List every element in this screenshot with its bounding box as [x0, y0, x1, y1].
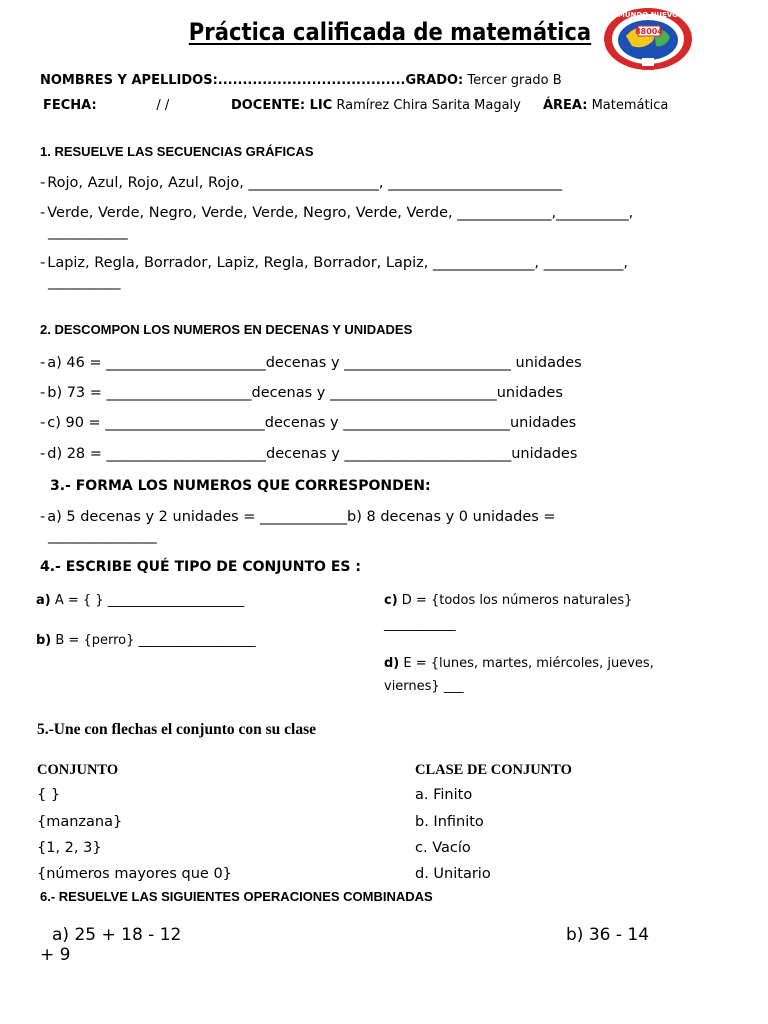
set-c: c) D = {todos los números naturales}: [384, 593, 633, 608]
sequence-2-blank[interactable]: ___________: [48, 224, 128, 240]
class-item[interactable]: d. Unitario: [415, 866, 491, 882]
logo-number: 88004: [635, 27, 663, 36]
sequence-3: - Lapiz, Regla, Borrador, Lapiz, Regla, Borrador, Lapiz, ______________, ___________,: [40, 255, 629, 271]
set-d-blank[interactable]: viernes} ___: [384, 679, 464, 694]
operation-b: b) 36 - 14: [566, 925, 650, 945]
set-c-blank[interactable]: ___________: [384, 617, 456, 632]
sequence-2: - Verde, Verde, Negro, Verde, Verde, Negro, Verde, Verde, _____________,__________,: [40, 205, 634, 221]
area-label: ÁREA:: [542, 98, 588, 113]
grade-value: Tercer grado B: [467, 73, 562, 88]
set-a-text[interactable]: A = { } _____________________: [50, 593, 245, 608]
page-title: Práctica calificada de matemática: [188, 18, 592, 46]
decompose-a: - a) 46 = ______________________decenas y _______________________ unidades: [40, 355, 582, 371]
school-seal-icon: [602, 6, 694, 72]
set-column-header: CONJUNTO: [37, 762, 119, 778]
operation-a: a) 25 + 18 - 12: [52, 925, 182, 945]
date-label: FECHA:: [43, 98, 97, 113]
form-numbers-blank[interactable]: _______________: [48, 528, 157, 544]
class-column-header: CLASE DE CONJUNTO: [415, 762, 572, 778]
sequence-3-text[interactable]: Lapiz, Regla, Borrador, Lapiz, Regla, Borrador, Lapiz, ______________, ___________,: [47, 255, 629, 271]
info-line-1: [40, 73, 562, 88]
decompose-b: - b) 73 = ____________________decenas y _______________________unidades: [40, 385, 563, 401]
sequence-1-text[interactable]: Rojo, Azul, Rojo, Azul, Rojo, __________________, ________________________: [47, 175, 563, 191]
sequence-2-text[interactable]: Verde, Verde, Negro, Verde, Verde, Negro, Verde, Verde, _____________,__________,: [47, 205, 634, 221]
set-d: d) E = {lunes, martes, miércoles, jueves,: [384, 656, 654, 671]
grade-label: GRADO:: [405, 73, 464, 88]
names-blank[interactable]: ......................................: [217, 73, 406, 88]
set-c-text: D = {todos los números naturales}: [397, 593, 633, 608]
decompose-c: - c) 90 = ______________________decenas y _______________________unidades: [40, 415, 577, 431]
sequence-3-blank[interactable]: __________: [48, 274, 121, 290]
decompose-b-text[interactable]: b) 73 = ____________________decenas y _______________________unidades: [47, 385, 563, 401]
section-2-heading: 2. DESCOMPON LOS NUMEROS EN DECENAS Y UNIDADES: [40, 322, 413, 337]
school-logo: [602, 6, 694, 72]
area-value: Matemática: [591, 98, 669, 113]
section-5-heading: 5.-Une con flechas el conjunto con su clase: [37, 721, 316, 738]
decompose-a-text[interactable]: a) 46 = ______________________decenas y _______________________ unidades: [47, 355, 582, 371]
section-6-heading: 6.- RESUELVE LAS SIGUIENTES OPERACIONES COMBINADAS: [40, 889, 433, 904]
set-b: b) B = {perro} __________________: [36, 633, 256, 648]
class-item[interactable]: b. Infinito: [415, 814, 484, 830]
set-item[interactable]: {números mayores que 0}: [37, 866, 232, 882]
form-numbers: - a) 5 decenas y 2 unidades = ____________b) 8 decenas y 0 unidades =: [40, 509, 556, 525]
set-item[interactable]: { }: [37, 787, 61, 803]
set-item[interactable]: {1, 2, 3}: [37, 840, 102, 856]
class-item[interactable]: a. Finito: [415, 787, 473, 803]
set-a: a) A = { } _____________________: [36, 593, 245, 608]
names-label: NOMBRES Y APELLIDOS:: [40, 73, 218, 88]
sequence-1: - Rojo, Azul, Rojo, Azul, Rojo, __________________, ________________________: [40, 175, 563, 191]
set-b-text[interactable]: B = {perro} __________________: [51, 633, 256, 648]
info-line-2: [43, 98, 668, 113]
section-4-heading: 4.- ESCRIBE QUÉ TIPO DE CONJUNTO ES :: [40, 559, 361, 575]
decompose-c-text[interactable]: c) 90 = ______________________decenas y _______________________unidades: [47, 415, 577, 431]
logo-text: MUNDO NUEVO: [617, 11, 679, 19]
form-numbers-text[interactable]: a) 5 decenas y 2 unidades = ____________b) 8 decenas y 0 unidades =: [47, 509, 556, 525]
teacher-label: DOCENTE: LIC: [230, 98, 333, 113]
date-slashes[interactable]: / /: [156, 98, 170, 113]
decompose-d: - d) 28 = ______________________decenas y _______________________unidades: [40, 446, 578, 462]
section-3-heading: 3.- FORMA LOS NUMEROS QUE CORRESPONDEN:: [50, 478, 431, 494]
set-d-text: E = {lunes, martes, miércoles, jueves,: [399, 656, 654, 671]
decompose-d-text[interactable]: d) 28 = ______________________decenas y _______________________unidades: [47, 446, 578, 462]
class-item[interactable]: c. Vacío: [415, 840, 471, 856]
section-1-heading: 1. RESUELVE LAS SECUENCIAS GRÁFICAS: [40, 144, 314, 159]
set-item[interactable]: {manzana}: [37, 814, 123, 830]
teacher-value: Ramírez Chira Sarita Magaly: [336, 98, 521, 113]
operation-a-cont: + 9: [40, 945, 71, 965]
